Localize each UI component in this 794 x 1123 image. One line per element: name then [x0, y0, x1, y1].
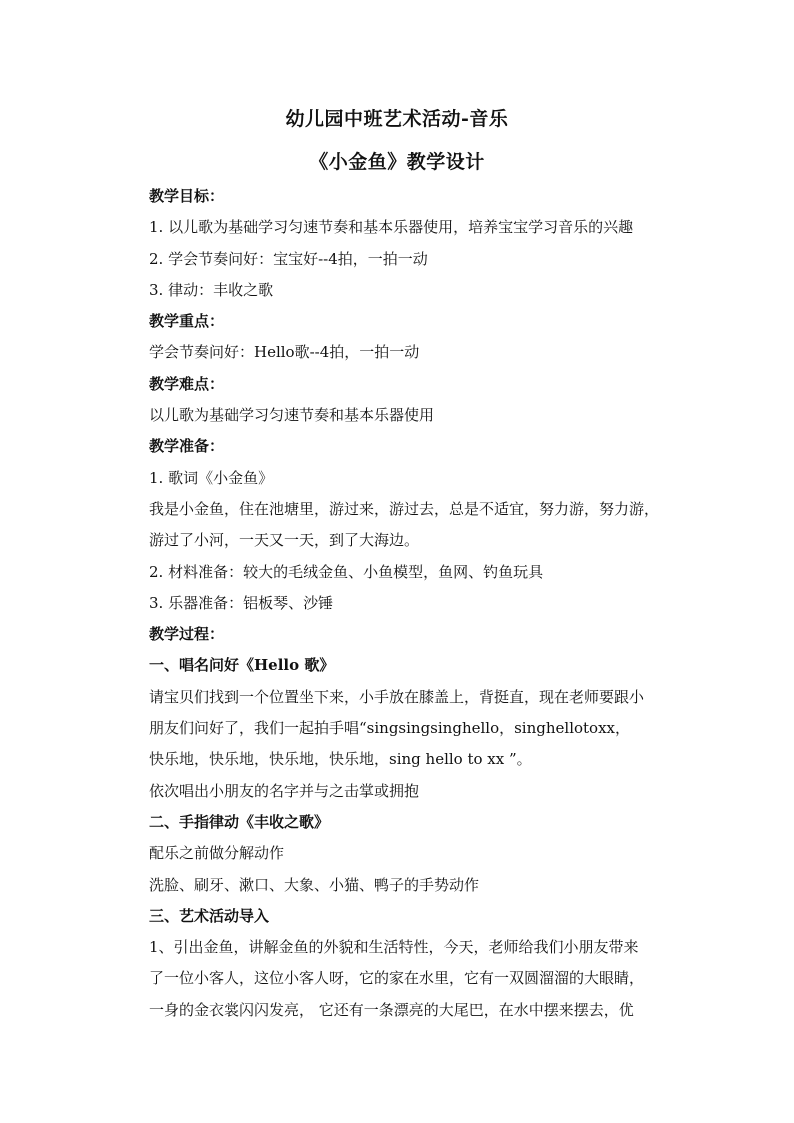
body-line: 1. 以儿歌为基础学习匀速节奏和基本乐器使用，培养宝宝学习音乐的兴趣 — [149, 218, 634, 237]
body-line: 3. 律动：丰收之歌 — [149, 280, 274, 299]
body-line: 我是小金鱼，住在池塘里，游过来，游过去，总是不适宜，努力游，努力游， — [149, 499, 660, 518]
section-heading: 三、艺术活动导入 — [149, 906, 270, 925]
body-line: 快乐地，快乐地，快乐地，快乐地，sing hello to xx ”。 — [149, 750, 532, 769]
document-title: 幼儿园中班艺术活动-音乐 — [285, 108, 509, 130]
document-body — [149, 181, 684, 1026]
body-line: 2. 学会节奏问好：宝宝好--4拍，一拍一动 — [149, 249, 428, 268]
section-heading: 一、唱名问好《Hello 歌》 — [149, 656, 335, 675]
body-line: 学会节奏问好：Hello歌--4拍，一拍一动 — [149, 343, 420, 362]
section-heading: 教学重点： — [149, 312, 225, 331]
body-line: 了一位小客人，这位小客人呀，它的家在水里，它有一双圆溜溜的大眼睛， — [149, 969, 645, 988]
body-line: 请宝贝们找到一个位置坐下来，小手放在膝盖上，背挺直，现在老师要跟小 — [149, 687, 645, 706]
body-line: 以儿歌为基础学习匀速节奏和基本乐器使用 — [149, 406, 435, 425]
document-subtitle: 《小金鱼》教学设计 — [309, 151, 485, 173]
section-heading: 二、手指律动《丰收之歌》 — [149, 812, 330, 831]
section-heading: 教学准备： — [149, 437, 225, 456]
section-heading: 教学难点： — [149, 374, 225, 393]
body-line: 配乐之前做分解动作 — [149, 844, 285, 863]
body-line: 游过了小河，一天又一天，到了大海边。 — [149, 531, 420, 550]
section-heading: 教学目标： — [149, 187, 225, 205]
section-heading: 教学过程： — [149, 625, 225, 644]
body-line: 2. 材料准备：较大的毛绒金鱼、小鱼模型，鱼网、钓鱼玩具 — [149, 562, 544, 581]
body-line: 依次唱出小朋友的名字并与之击掌或拥抱 — [149, 781, 420, 800]
body-line: 朋友们问好了，我们一起拍手唱“singsingsinghello，singhellotoxx， — [149, 719, 631, 738]
body-line: 洗脸、刷牙、漱口、大象、小猫、鸭子的手势动作 — [149, 875, 480, 894]
body-line: 一身的金衣裳闪闪发亮， 它还有一条漂亮的大尾巴，在水中摆来摆去，优 — [149, 1000, 634, 1019]
body-line: 1. 歌词《小金鱼》 — [149, 468, 274, 487]
body-line: 1、引出金鱼，讲解金鱼的外貌和生活特性，今天，老师给我们小朋友带来 — [149, 938, 639, 957]
body-line: 3. 乐器准备：铝板琴、沙锤 — [149, 593, 334, 612]
